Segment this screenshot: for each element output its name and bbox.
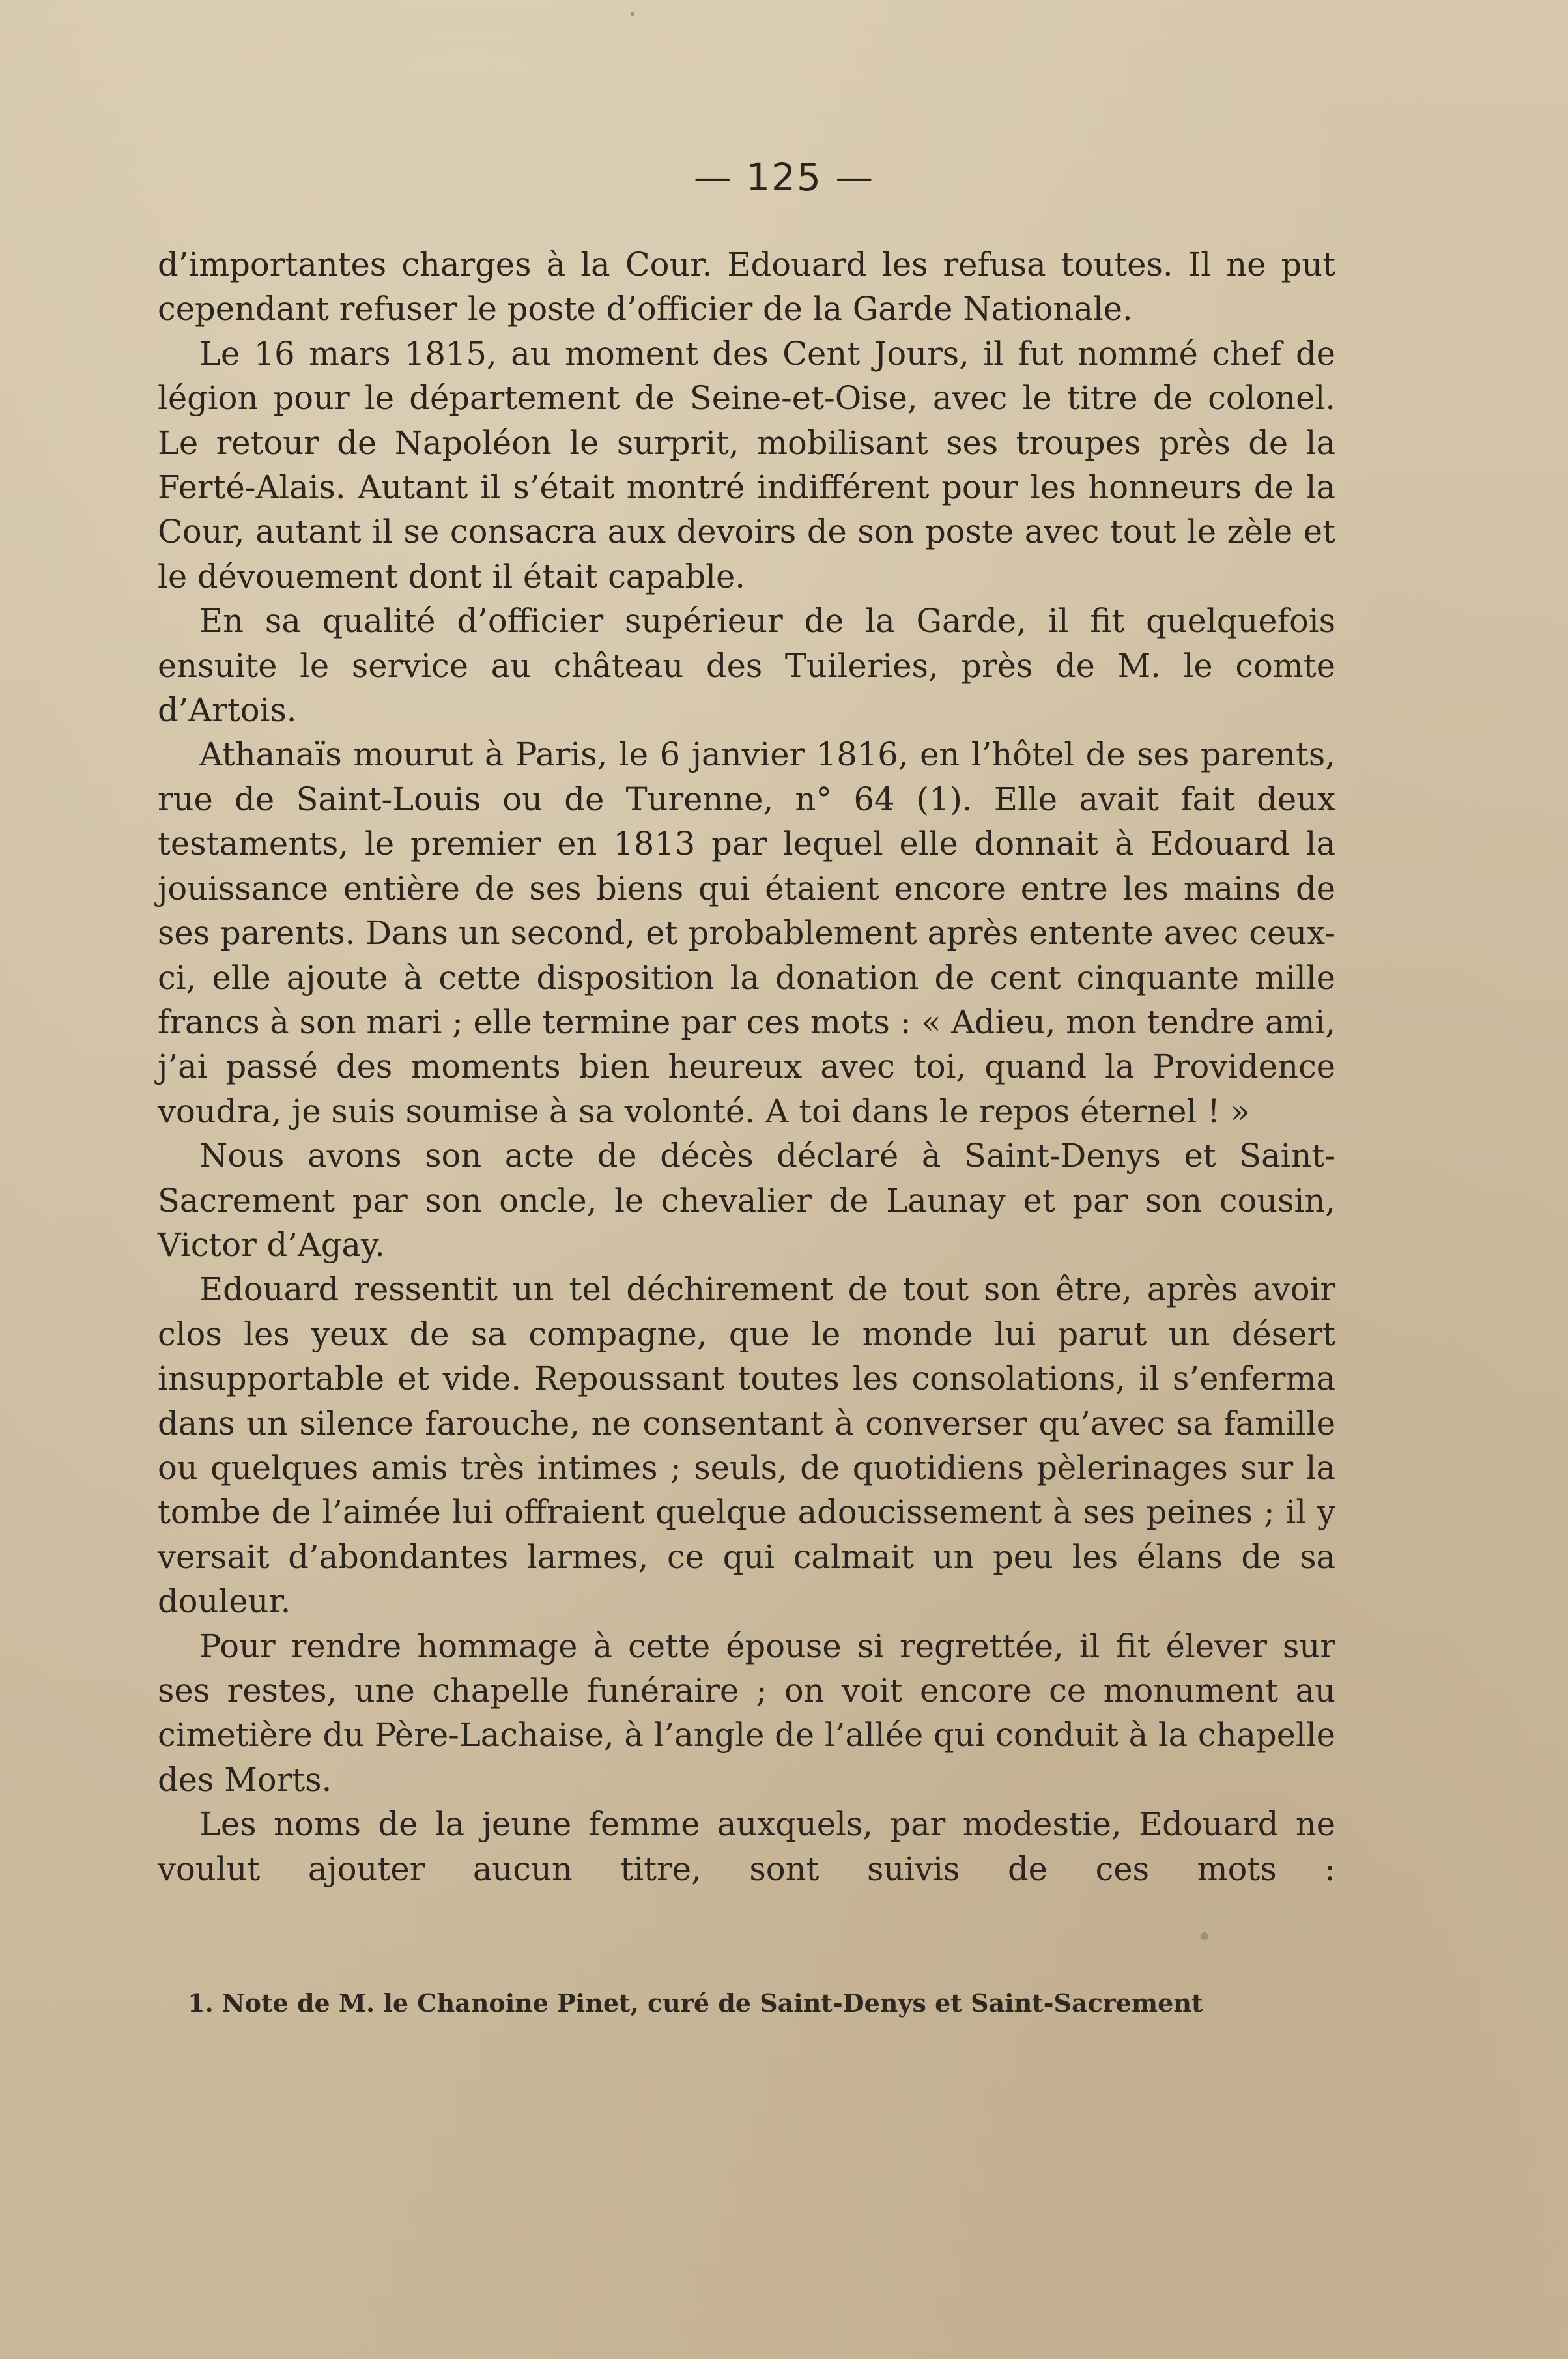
paper-speck — [1201, 1932, 1208, 1940]
body-text — [158, 242, 1335, 1891]
paragraph: Les noms de la jeune femme auxquels, par modestie, Edouard ne voulut ajouter aucun titre, sont suivis de ces mots : — [158, 1805, 1335, 1888]
page-number: — 125 — — [693, 155, 875, 199]
paragraph: d’importantes charges à la Cour. Edouard les refusa toutes. Il ne put cependant refuser le poste d’officier de la Garde Nationale. — [158, 246, 1335, 328]
paragraph: Nous avons son acte de décès déclaré à Saint-Denys et Saint-Sacrement par son oncle, le chevalier de Launay et par son cousin, Victor d’Agay. — [158, 1137, 1335, 1264]
paragraph: Le 16 mars 1815, au moment des Cent Jours, il fut nommé chef de légion pour le département de Seine-et-Oise, avec le titre de colonel. Le retour de Napoléon le surprit, mobilisant ses troupes près de la Ferté-Alais. Autant il s’était montré indifférent pour les honneurs de la Cour, autant il se consacra aux devoirs de son poste avec tout le zèle et le dévouement dont il était capable. — [158, 334, 1335, 595]
paragraph: En sa qualité d’officier supérieur de la Garde, il fit quelquefois ensuite le service au château des Tuileries, près de M. le comte d’Artois. — [158, 602, 1335, 730]
paragraph: Pour rendre hommage à cette épouse si regrettée, il fit élever sur ses restes, une chapelle funéraire ; on voit encore ce monument au cimetière du Père-Lachaise, à l’angle de l’allée qui conduit à la chapelle des Morts. — [158, 1627, 1335, 1799]
footnote: 1. Note de M. le Chanoine Pinet, curé de Saint-Denys et Saint-Sacrement — [188, 1988, 1203, 2018]
paper-speck — [631, 12, 634, 16]
paragraph: Edouard ressentit un tel déchirement de tout son être, après avoir clos les yeux de sa compagne, que le monde lui parut un désert insupportable et vide. Repoussant toutes les consolations, il s’enferma dans un silence farouche, ne consentant à converser qu’avec sa famille ou quelques amis très intimes ; seuls, de quotidiens pèlerinages sur la tombe de l’aimée lui offraient quelque adoucissement à ses peines ; il y versait d’abondantes larmes, ce qui calmait un peu les élans de sa douleur. — [158, 1270, 1335, 1621]
paragraph: Athanaïs mourut à Paris, le 6 janvier 1816, en l’hôtel de ses parents, rue de Saint-Louis ou de Turenne, n° 64 (1). Elle avait fait deux testaments, le premier en 1813 par lequel elle donnait à Edouard la jouissance entière de ses biens qui étaient encore entre les mains de ses parents. Dans un second, et probablement après entente avec ceux-ci, elle ajoute à cette disposition la donation de cent cinquante mille francs à son mari ; elle termine par ces mots : « Adieu, mon tendre ami, j’ai passé des moments bien heureux avec toi, quand la Providence voudra, je suis soumise à sa volonté. A toi dans le repos éternel ! » — [158, 736, 1335, 1130]
